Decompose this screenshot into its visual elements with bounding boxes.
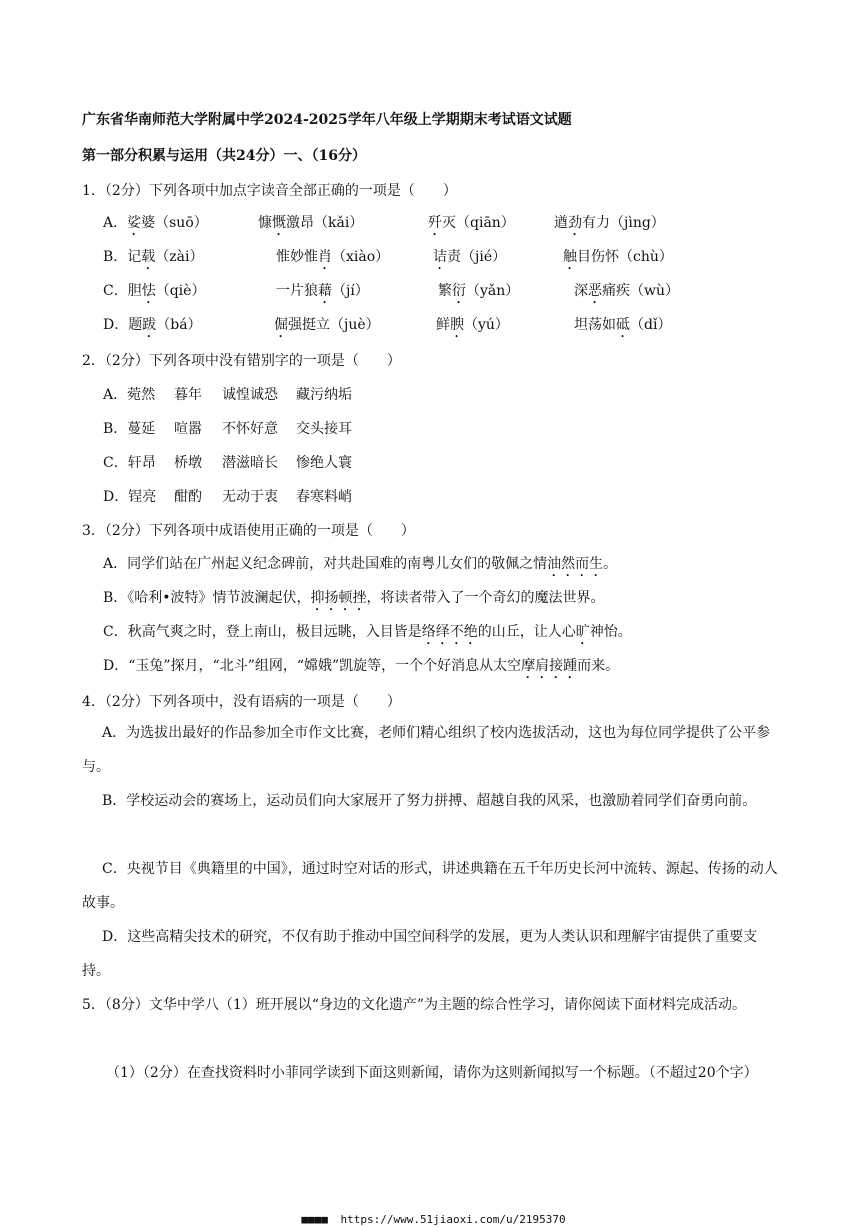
q2-option-d-4: 春寒料峭 xyxy=(296,489,352,505)
q4-option-a: A．为选拔出最好的作品参加全市作文比赛，老师们精心组织了校内选拔活动，这也为每位同学提供了公平参与。 xyxy=(82,725,771,775)
q2-option-b-2: 喧嚣 xyxy=(174,421,202,437)
q2-option-d-1: D．锃亮 xyxy=(103,489,157,505)
q2-option-b-1: B．蔓延 xyxy=(103,421,156,437)
q5-sub1: （1）（2分）在查找资料时小菲同学读到下面这则新闻，请你为这则新闻拟写一个标题。（不超过20个字） xyxy=(106,1065,758,1081)
q1-option-d-2: 倔强挺立（juè） xyxy=(274,317,380,333)
q1-option-a-1: A．娑婆（suō） xyxy=(103,215,208,231)
document-title: 广东省华南师范大学附属中学2024-2025学年八年级上学期期末考试语文试题 xyxy=(82,112,572,128)
q1-option-b-4: 触目伤怀（chù） xyxy=(563,249,673,265)
q1-stem: 1．（2分）下列各项中加点字读音全部正确的一项是（ ） xyxy=(82,183,457,199)
footer-url[interactable]: https://www.51jiaoxi.com/u/2195370 xyxy=(340,1213,566,1226)
q1-option-d-3: 鲜腴（yú） xyxy=(436,317,509,333)
q1-option-a-3: 歼灭（qiān） xyxy=(428,215,515,231)
q3-stem: 3．（2分）下列各项中成语使用正确的一项是（ ） xyxy=(82,523,415,539)
q4-option-d: D．这些高精尖技术的研究，不仅有助于推动中国空间科学的发展，更为人类认识和理解宇宙提供了重要支持。 xyxy=(82,929,758,979)
q2-option-c-2: 桥墩 xyxy=(174,455,202,471)
section-heading: 第一部分积累与运用（共24分）一、（16分） xyxy=(82,148,366,164)
q2-option-a-4: 藏污纳垢 xyxy=(296,387,352,403)
q2-stem: 2．（2分）下列各项中没有错别字的一项是（ ） xyxy=(82,353,401,369)
q2-option-c-4: 惨绝人寰 xyxy=(296,455,352,471)
q1-option-d-4: 坦荡如砥（dǐ） xyxy=(574,317,672,333)
q2-option-b-4: 交头接耳 xyxy=(296,421,352,437)
q1-option-c-4: 深恶痛疾（wù） xyxy=(574,283,679,299)
q2-option-a-2: 暮年 xyxy=(174,387,202,403)
q1-option-c-3: 繁衍（yǎn） xyxy=(438,283,520,299)
q2-option-a-3: 诚惶诚恐 xyxy=(222,387,278,403)
page-footer xyxy=(0,1213,867,1226)
q1-option-d-1: D．题跋（bá） xyxy=(103,317,202,333)
footer-logo: ■■■■ xyxy=(301,1213,328,1226)
q4-option-c: C．央视节目《典籍里的中国》，通过时空对话的形式，讲述典籍在五千年历史长河中流转、源起、传扬的动人故事。 xyxy=(82,861,778,911)
q1-option-a-2: 慷慨激昂（kǎi） xyxy=(258,215,364,231)
q2-option-d-2: 酣酌 xyxy=(174,489,202,505)
q2-option-c-3: 潜滋暗长 xyxy=(222,455,278,471)
q3-option-c: C．秋高气爽之时，登上南山，极目远眺，入目皆是络绎不绝的山丘，让人心旷神怡。 xyxy=(103,624,632,640)
q3-option-d: D．“玉兔”探月，“北斗”组网，“嫦娥”凯旋等，一个个好消息从太空摩肩接踵而来。 xyxy=(103,658,620,674)
q1-option-b-2: 惟妙惟肖（xiào） xyxy=(276,249,390,265)
q3-option-b: B．《哈利•波特》情节波澜起伏，抑扬顿挫，将读者带入了一个奇幻的魔法世界。 xyxy=(103,590,605,606)
q4-stem: 4．（2分）下列各项中，没有语病的一项是（ ） xyxy=(82,694,401,710)
q2-option-a-1: A．菀然 xyxy=(103,387,156,403)
q1-option-b-3: 诘责（jié） xyxy=(433,249,507,265)
q3-option-a: A．同学们站在广州起义纪念碑前，对共赴国难的南粤儿女们的敬佩之情油然而生。 xyxy=(103,556,618,572)
q1-option-b-1: B．记载（zài） xyxy=(103,249,204,265)
q2-option-b-3: 不怀好意 xyxy=(222,421,278,437)
q1-option-c-2: 一片狼藉（jí） xyxy=(276,283,369,299)
q2-option-c-1: C．轩昂 xyxy=(103,455,156,471)
q1-option-a-4: 遒劲有力（jìng） xyxy=(554,215,665,231)
q5-stem: 5．（8分）文华中学八（1）班开展以“身边的文化遗产”为主题的综合性学习，请你阅读下面材料完成活动。 xyxy=(82,997,747,1013)
q2-option-d-3: 无动于衷 xyxy=(222,489,278,505)
q4-option-b: B．学校运动会的赛场上，运动员们向大家展开了努力拼搏、超越自我的风采，也激励着同学们奋勇向前。 xyxy=(102,793,757,809)
q1-option-c-1: C．胆怯（qiè） xyxy=(103,283,206,299)
